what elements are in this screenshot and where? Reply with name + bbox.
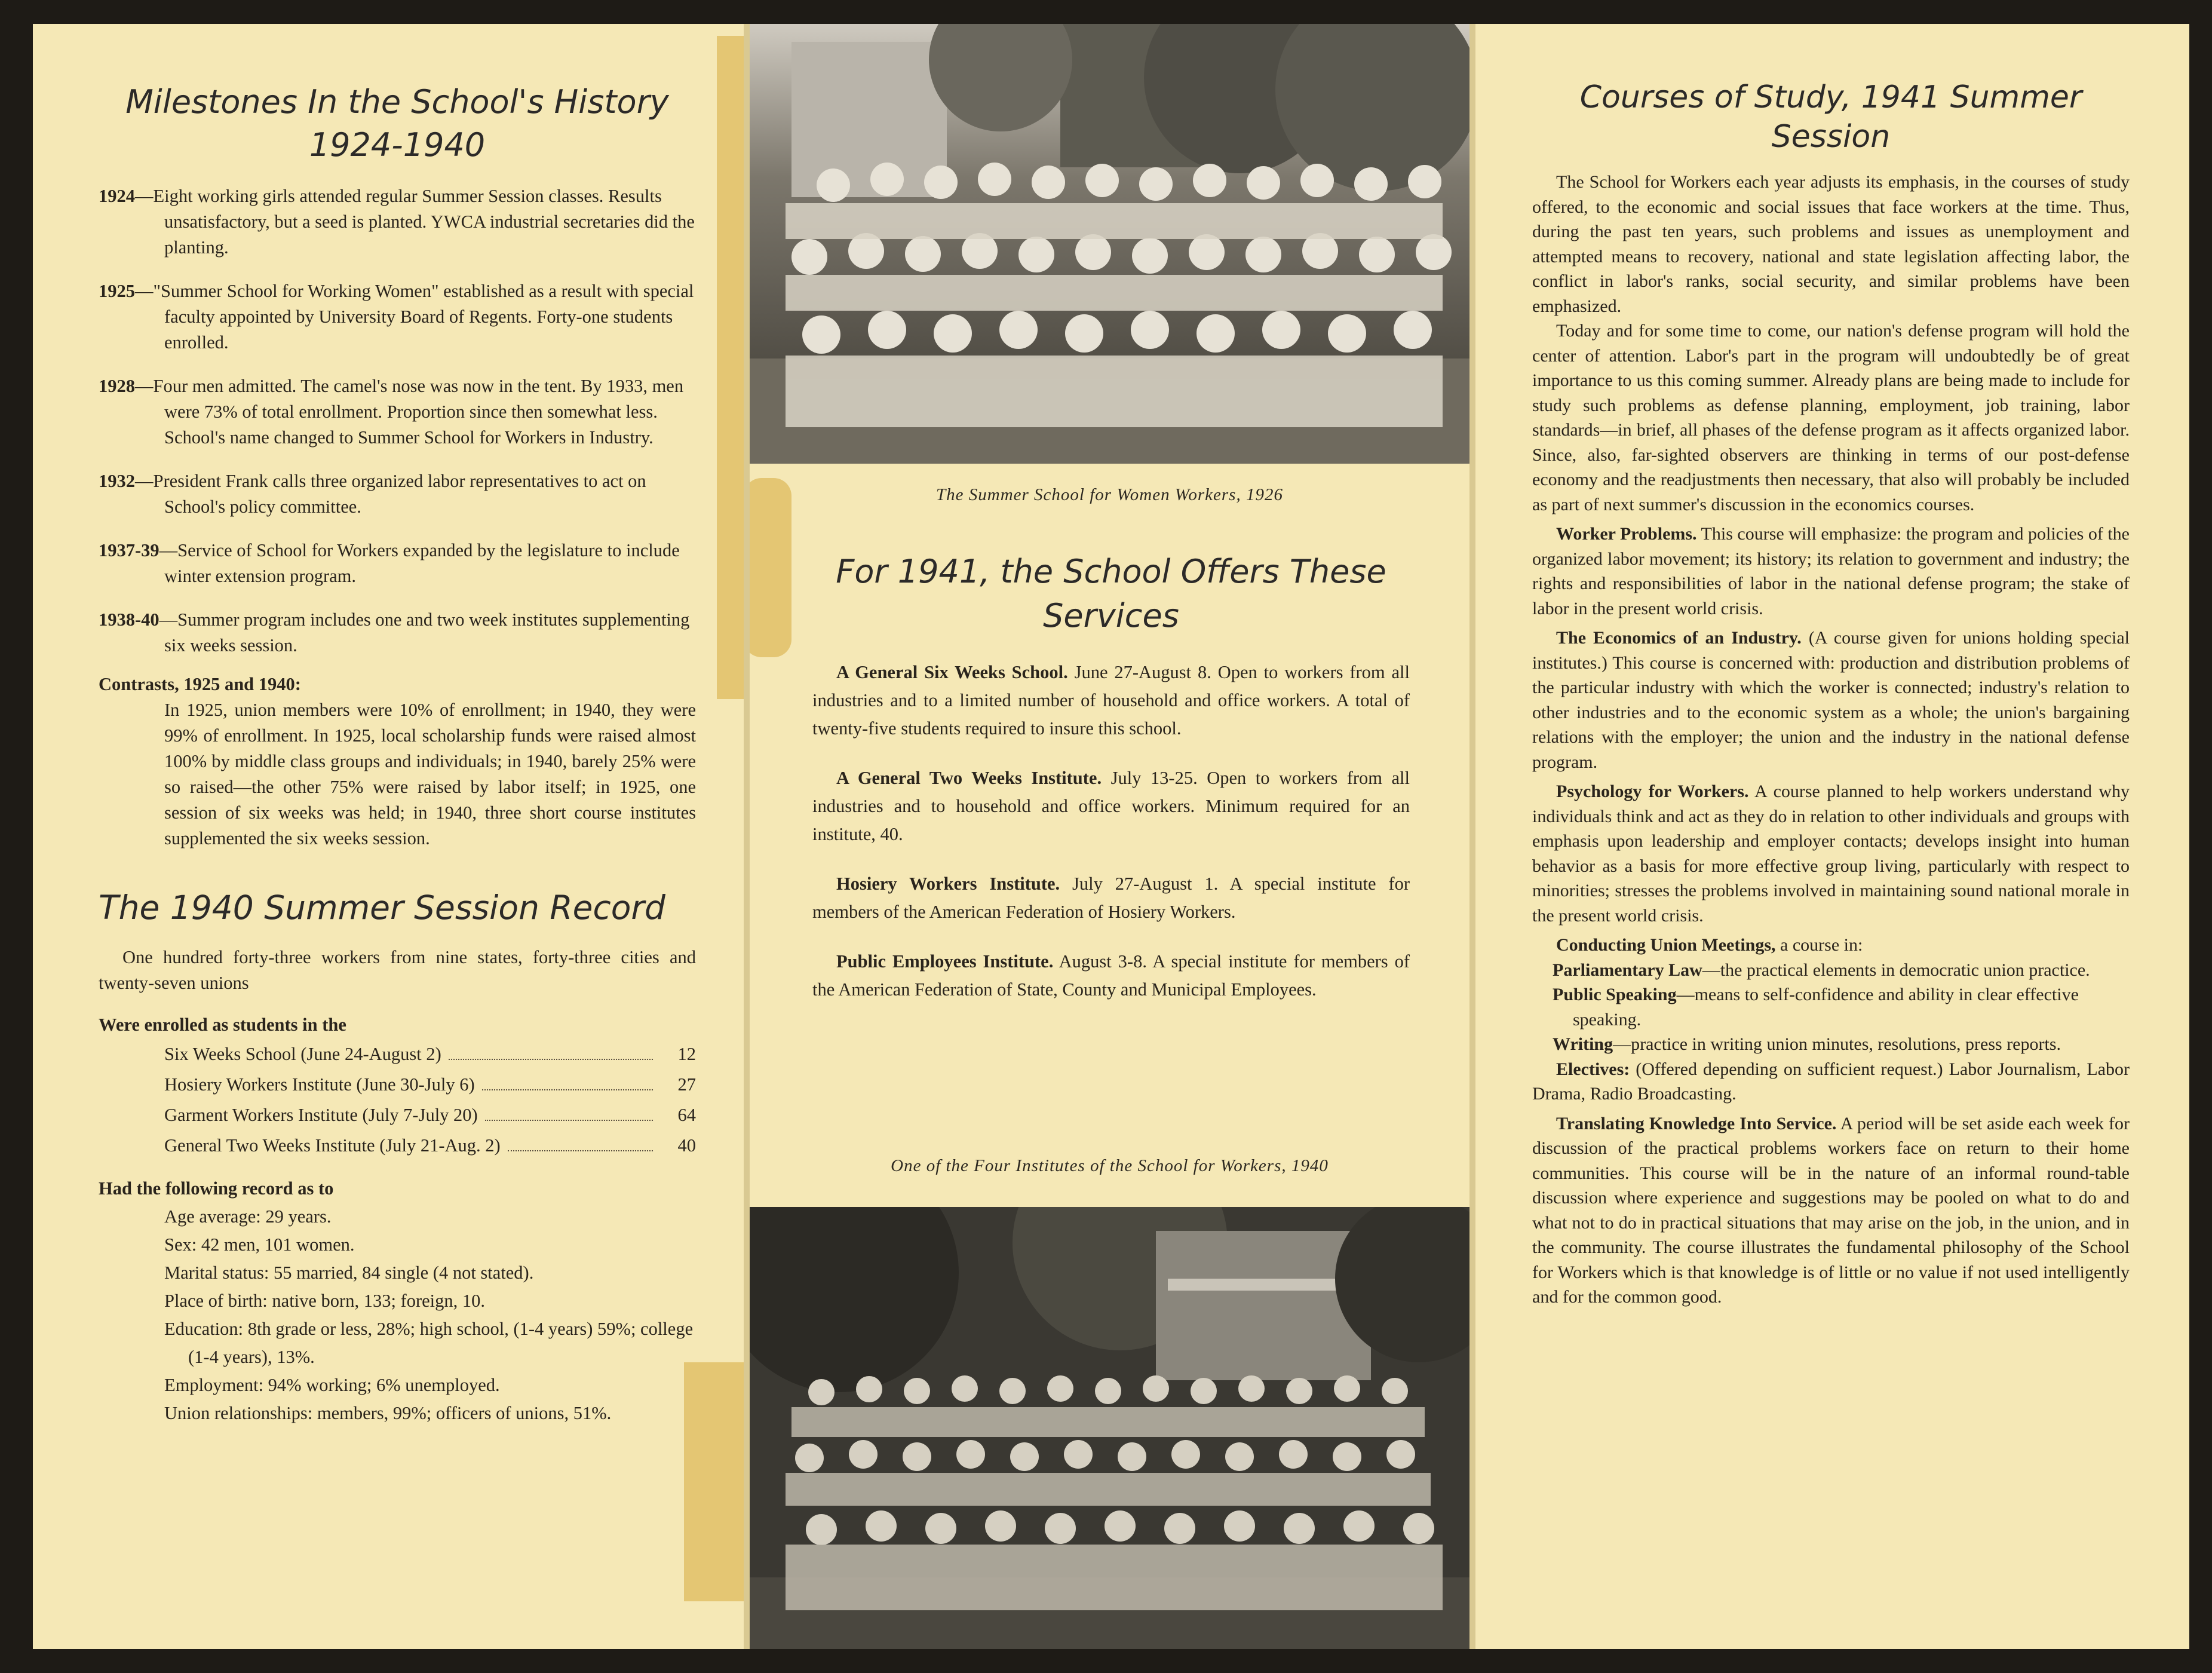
enrolled-row: Garment Workers Institute (July 7-July 20) 64: [164, 1105, 696, 1125]
photo-women-workers-1926: [750, 24, 1469, 464]
left-panel: [33, 24, 744, 1649]
record-item: Sex: 42 men, 101 women.: [164, 1234, 355, 1255]
meetings-heading: Conducting Union Meetings, a course in:: [1556, 935, 1863, 955]
milestones-section: [99, 81, 696, 1427]
enrolled-row: Six Weeks School (June 24-August 2) 12: [164, 1044, 696, 1064]
record-list: [99, 1203, 696, 1427]
record-intro: One hundred forty-three workers from nine states, forty-three cities and twenty-seven unions: [99, 947, 696, 993]
milestone-item: 1924—Eight working girls attended regular Summer Session classes. Results unsatisfactory, but a seed is planted. YWCA industrial secretaries did the planting.: [99, 186, 695, 258]
group-photo-1940: [750, 1207, 1469, 1649]
milestone-item: 1938-40—Summer program includes one and two week institutes supplementing six weeks session.: [99, 609, 690, 655]
record-title: The 1940 Summer Session Record: [99, 888, 665, 927]
fold-gutter: [1469, 24, 1475, 1649]
tape-strip: [717, 36, 744, 699]
milestones-title-line2: 1924-1940: [309, 126, 486, 164]
service-item: Public Employees Institute. August 3-8. A special institute for members of the American Federation of State, County and Municipal Employees.: [812, 951, 1410, 1000]
record-item: Union relationships: members, 99%; officers of unions, 51%.: [164, 1403, 612, 1423]
services-title-line1: For 1941, the School Offers These: [836, 553, 1386, 590]
middle-panel: [750, 24, 1469, 1649]
milestone-item: 1932—President Frank calls three organized labor representatives to act on School's policy committee.: [99, 471, 646, 517]
tape-strip: [684, 1362, 744, 1601]
electives: Electives: (Offered depending on sufficient request.) Labor Journalism, Labor Drama, Radio Broadcasting.: [1532, 1059, 2130, 1104]
record-item: Age average: 29 years.: [164, 1206, 332, 1227]
service-item: Hosiery Workers Institute. July 27-August 1. A special institute for members of the American Federation of Hosiery Workers.: [812, 874, 1410, 922]
right-panel: [1475, 24, 2189, 1649]
record-item: Employment: 94% working; 6% unemployed.: [164, 1375, 500, 1395]
enrolled-list: [99, 1039, 696, 1161]
service-item: A General Two Weeks Institute. July 13-25. Open to workers from all industries and to household and office workers. Minimum required for an institute, 40.: [812, 768, 1410, 844]
group-photo-1926: [750, 24, 1469, 464]
record-item: Place of birth: native born, 133; foreign, 10.: [164, 1291, 486, 1311]
fold-gutter: [744, 24, 750, 1649]
photo2-caption: One of the Four Institutes of the School for Workers, 1940: [891, 1156, 1329, 1175]
meetings-item: Parliamentary Law—the practical elements in democratic union practice.: [1553, 960, 2090, 980]
photo-institute-1940: [750, 1207, 1469, 1649]
course-item: Psychology for Workers. A course planned to help workers understand why individuals think and act as they do in relation to other individuals and groups with emphasis upon leadership and employer contacts; develops insight into human behavior as a basis for more effective group living, particularly with respect to minorities; stresses the problems involved in maintaining sound national morale in the present world crisis.: [1532, 782, 2130, 926]
contrasts-text: In 1925, union members were 10% of enrollment; in 1940, they were 99% of enrollment. In 1925, local scholarship funds were raised almost 100% by middle class groups and individuals; in 1940, barely 25% were so raised—the other 75% were raised by labor itself; in 1925, one session of six weeks was held; in 1940, three short course institutes supplemented the six weeks session.: [164, 700, 696, 848]
translating-knowledge: Translating Knowledge Into Service. A period will be set aside each week for discussion of the practical problems workers face on return to their home communities. This course will be in the nature of an informal round-table discussion where experience and suggestions may be pooled on what to do and what not to do in practical situations that may arise on the job, in the union, and in the community. The course illustrates the fundamental philosophy of the School for Workers which is that knowledge is of little or no value if not used intelligently and for the common good.: [1532, 1113, 2130, 1307]
contrasts-label: Contrasts, 1925 and 1940:: [99, 674, 301, 694]
record-item: Marital status: 55 married, 84 single (4 not stated).: [164, 1263, 534, 1283]
courses-intro-2: Today and for some time to come, our nation's defense program will hold the center of attention. Labor's part in the program will undoubtedly be of great importance to us this coming summer. Already plans are being made to include for study such problems as defense planning, employment, job training, labor standards—in brief, all phases of the defense program as it affects organized labor. Since, also, far-sighted observers are thinking in terms of our post-defense economy and the readjustments then necessary, that also will probably be included as part of next summer's discussion in the economics courses.: [1532, 321, 2130, 514]
course-item: Worker Problems. This course will emphasize: the program and policies of the organized labor movement; its history; its relation to government and industry; the rights and responsibilities of labor in the national defense program; the stake of labor in the present world crisis.: [1532, 524, 2130, 618]
meetings-item: Writing—practice in writing union minutes, resolutions, press reports.: [1553, 1034, 2061, 1054]
courses-title-line1: Courses of Study, 1941 Summer: [1579, 79, 2082, 115]
meetings-item: Public Speaking—means to self-confidence and ability in clear effective speaking.: [1553, 985, 2079, 1029]
courses-title: [1532, 78, 2130, 157]
enrolled-label: Were enrolled as students in the: [99, 1015, 346, 1035]
courses-title-line2: Session: [1771, 119, 1891, 155]
services-title-line2: Services: [1043, 597, 1179, 635]
milestone-item: 1925—"Summer School for Working Women" established as a result with special faculty appointed by University Board of Regents. Forty-one students enrolled.: [99, 281, 694, 353]
service-item: A General Six Weeks School. June 27-August 8. Open to workers from all industries and to a limited number of household and office workers. A total of twenty-five students required to insure this school.: [812, 662, 1410, 739]
enrolled-row: General Two Weeks Institute (July 21-Aug. 2) 40: [164, 1135, 696, 1156]
photo1-caption: The Summer School for Women Workers, 1926: [936, 485, 1283, 504]
courses-section: [1532, 78, 2130, 1310]
milestones-title-line1: Milestones In the School's History: [125, 83, 669, 121]
courses-intro-1: The School for Workers each year adjusts its emphasis, in the courses of study offered, to the economic and social issues that face workers at the time. Thus, during the past ten years, such problems and issues as unemployment and attempted means to recovery, national and state legislation affecting labor, the conflict in labor's ranks, social security, and similar problems have been emphasized.: [1532, 172, 2130, 316]
enrolled-row: Hosiery Workers Institute (June 30-July 6) 27: [164, 1074, 696, 1095]
milestone-item: 1928—Four men admitted. The camel's nose was now in the tent. By 1933, men were 73% of total enrollment. Proportion since then somewhat less. School's name changed to Summer School for Workers in Industry.: [99, 376, 684, 448]
record-label: Had the following record as to: [99, 1178, 334, 1199]
course-item: The Economics of an Industry. (A course given for unions holding special institutes.) This course is concerned with: production and distribution problems of the particular industry with which the worker is connected; industry's relation to other industries and to the economic system as a whole; the union's bargaining relations with the employer; the union and the industry in the national defense program.: [1532, 628, 2130, 772]
tape-strip: [750, 478, 791, 657]
record-item: Education: 8th grade or less, 28%; high school, (1-4 years) 59%; college (1-4 years), 13%.: [164, 1319, 694, 1367]
milestone-item: 1937-39—Service of School for Workers expanded by the legislature to include winter extension program.: [99, 540, 680, 586]
services-section: [812, 550, 1410, 1025]
milestones-title: [99, 81, 696, 167]
services-title: [812, 550, 1410, 638]
